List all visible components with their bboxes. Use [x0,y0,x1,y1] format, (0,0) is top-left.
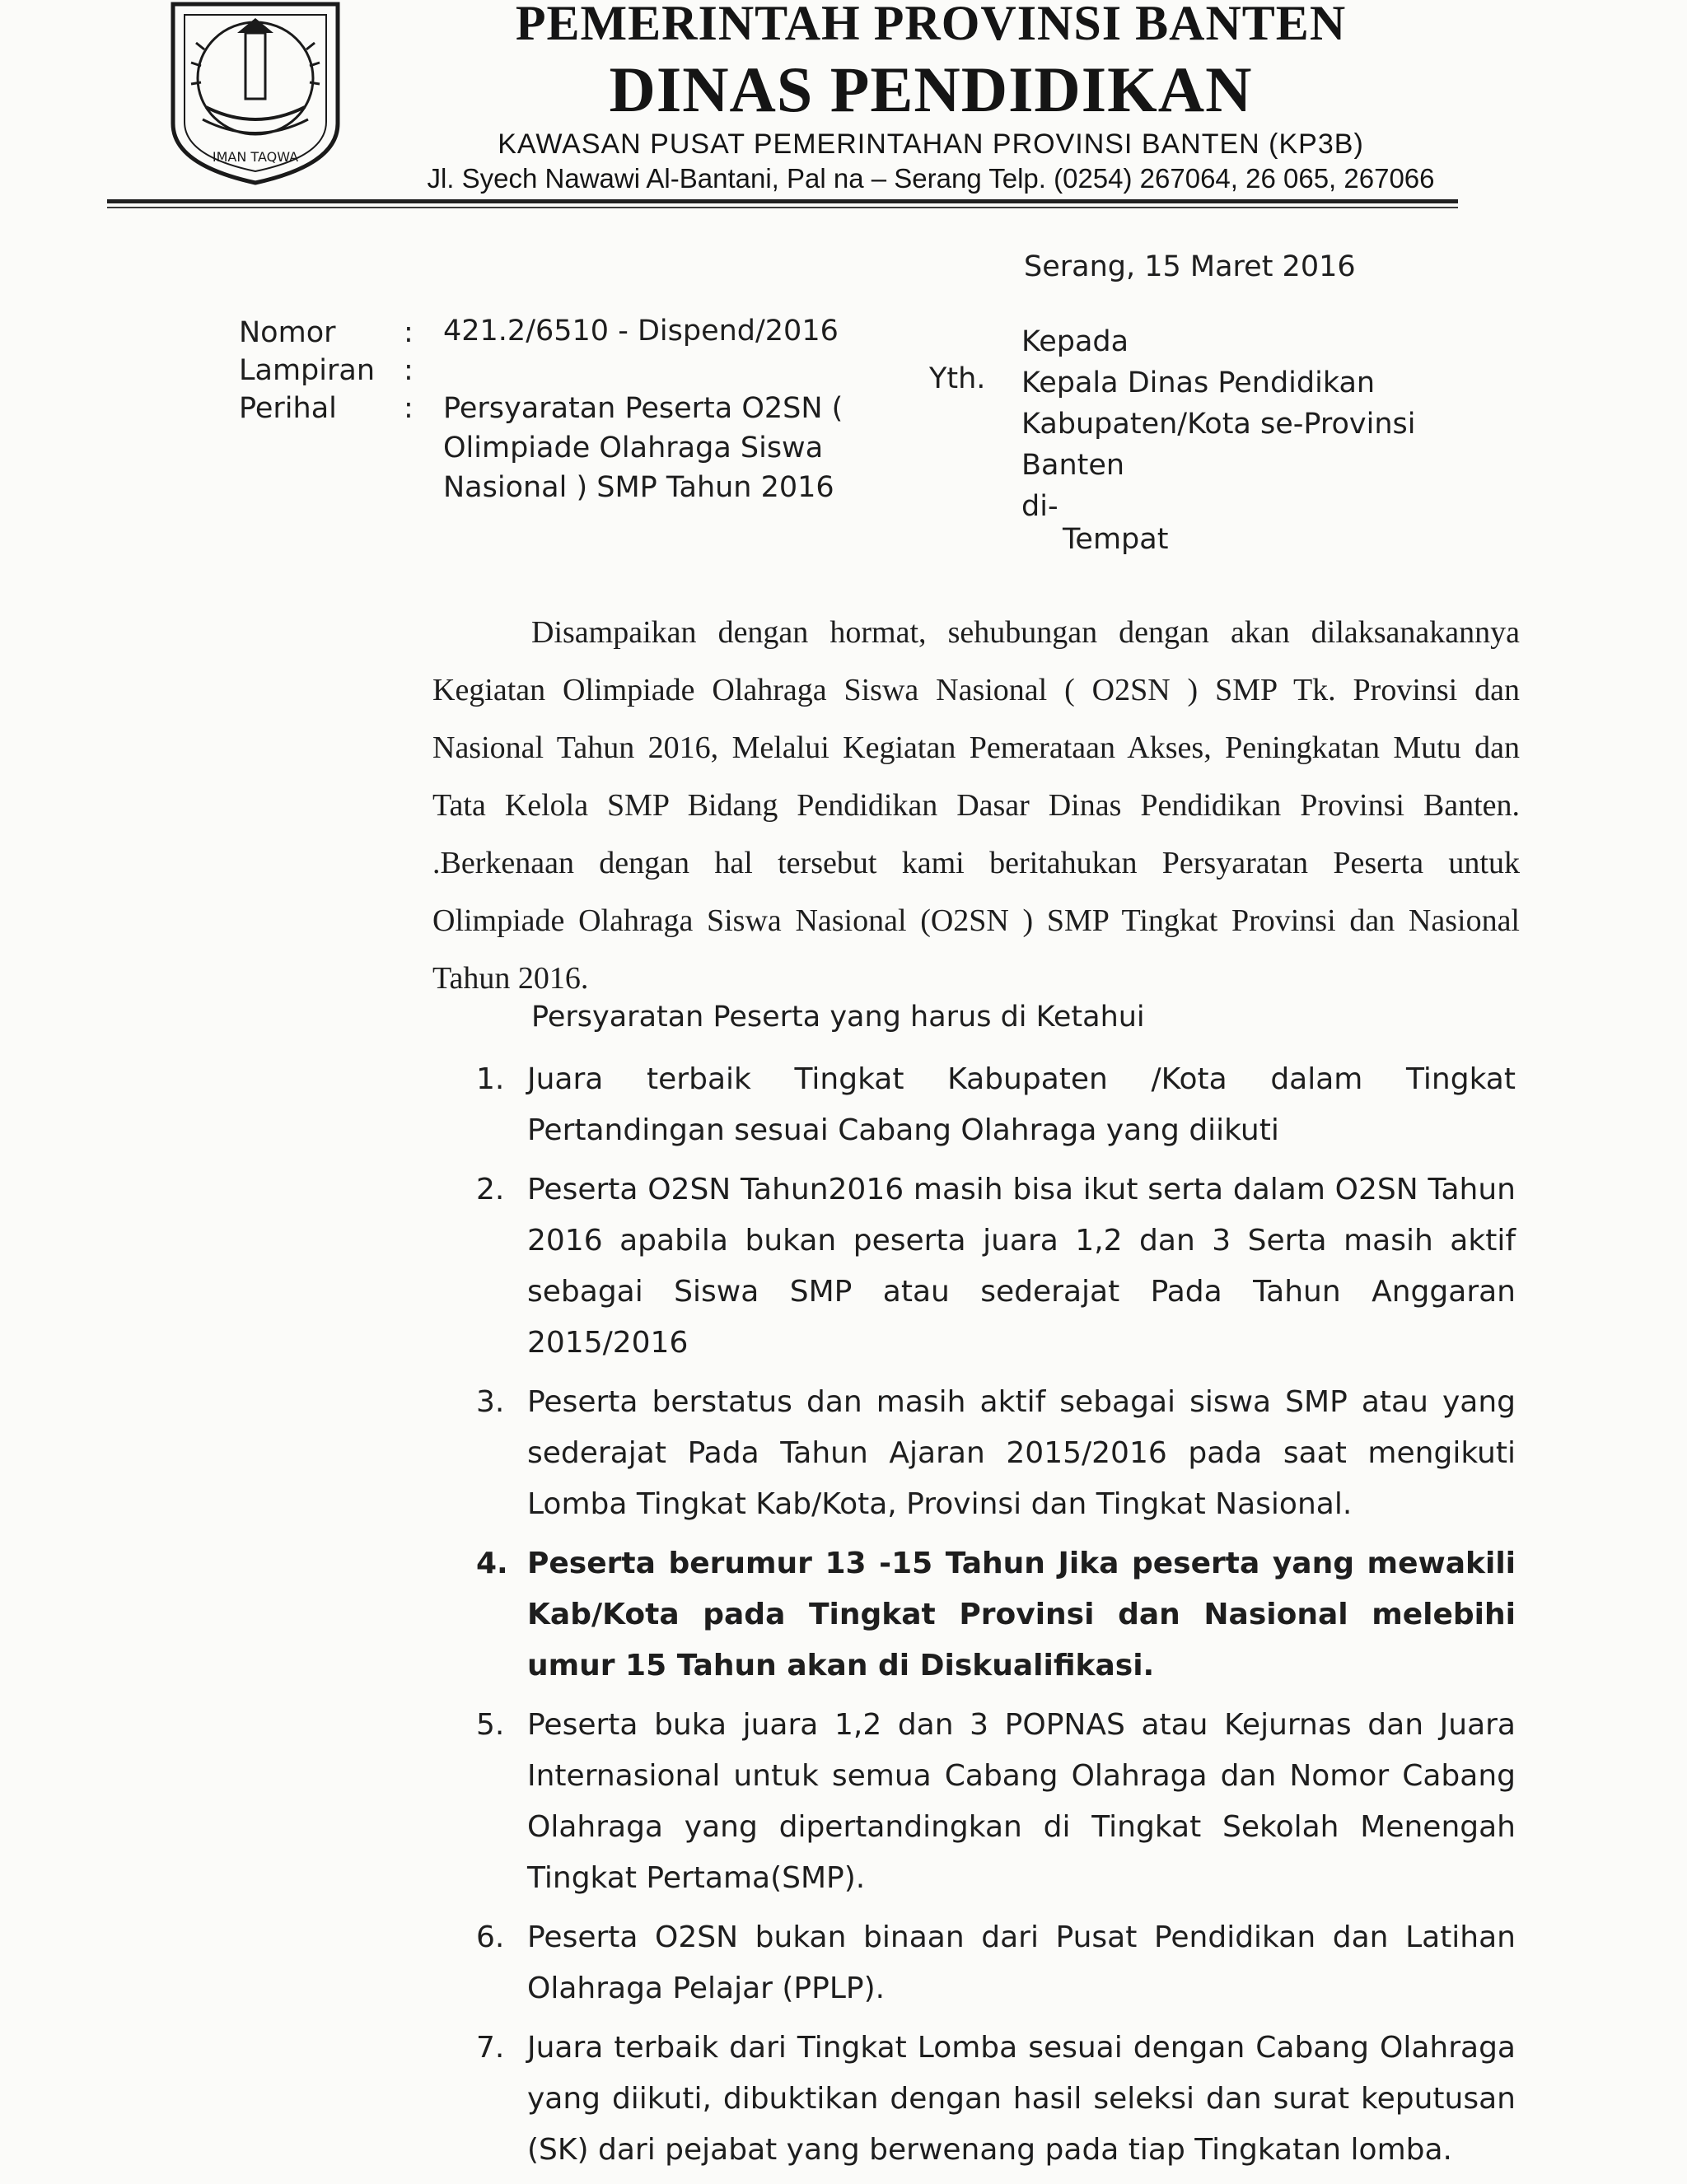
meta-colon: : [404,392,414,425]
letter-date: Serang, 15 Maret 2016 [1024,250,1356,283]
meta-label-perihal: Perihal [239,392,337,425]
list-item: 5. Peserta buka juara 1,2 dan 3 POPNAS atau Kejurnas dan Juara Internasional untuk semua Cabang Olahraga dan Nomor Cabang Olahraga yang dipertandingkan di Tingkat Sekolah Menengah Tingkat Pertama(SMP). [476,1708,1516,1895]
recipient-line: Kabupaten/Kota se-Provinsi [1021,408,1416,441]
requirements-intro: Persyaratan Peserta yang harus di Ketahui [531,1001,1145,1034]
recipient-line: Banten [1021,449,1125,482]
body-paragraph: Disampaikan dengan hormat, sehubungan dengan akan dilaksanakannya Kegiatan Olimpiade Olahraga Siswa Nasional ( O2SN ) SMP Tk. Provinsi dan Nasional Tahun 2016, Melalui Kegiatan Pemerataan Akses, Peningkatan Mutu dan Tata Kelola SMP Bidang Pendidikan Dasar Dinas Pendidikan Provinsi Banten. .Berkenaan dengan hal tersebut kami beritahukan Persyaratan Peserta untuk Olimpiade Olahraga Siswa Nasional (O2SN ) SMP Tingkat Provinsi dan Nasional Tahun 2016. [432,615,1520,996]
requirements-list [461,1054,1516,2184]
list-item: 7. Juara terbaik dari Tingkat Lomba sesuai dengan Cabang Olahraga yang diikuti, dibuktikan dengan hasil seleksi dan surat keputusan (SK) dari pejabat yang berwenang pada tiap Tingkatan lomba. [476,2031,1516,2167]
recipient-tempat: Tempat [1063,523,1169,556]
letterhead-rule-thick [107,199,1458,203]
list-item: 6. Peserta O2SN bukan binaan dari Pusat Pendidikan dan Latihan Olahraga Pelajar (PPLP). [476,1920,1516,2005]
office-address: Jl. Syech Nawawi Al-Bantani, Pal na – Serang Telp. (0254) 267064, 26 065, 267066 [427,163,1435,194]
meta-colon: : [404,354,414,387]
government-name: PEMERINTAH PROVINSI BANTEN [515,0,1347,50]
letterhead-rule-thin [107,207,1458,208]
recipient-line: di- [1021,490,1058,523]
list-item: 2. Peserta O2SN Tahun2016 masih bisa ikut serta dalam O2SN Tahun 2016 apabila bukan peserta juara 1,2 dan 3 Serta masih aktif sebagai Siswa SMP atau sederajat Pada Tahun Anggaran 2015/2016 [476,1173,1516,1360]
meta-label-nomor: Nomor [239,316,336,349]
list-item: 4. Peserta berumur 13 -15 Tahun Jika peserta yang mewakili Kab/Kota pada Tingkat Provinsi dan Nasional melebihi umur 15 Tahun akan di Diskualifikasi. [476,1547,1516,1682]
meta-colon: : [404,316,414,349]
seal-motto-text: IMAN TAQWA [212,149,299,165]
provincial-seal-logo [148,0,362,189]
recipient-kepada: Kepada [1021,325,1129,358]
list-item: 3. Peserta berstatus dan masih aktif sebagai siswa SMP atau yang sederajat Pada Tahun Ajaran 2015/2016 pada saat mengikuti Lomba Tingkat Kab/Kota, Provinsi dan Tingkat Nasional. [476,1385,1516,1521]
office-area: KAWASAN PUSAT PEMERINTAHAN PROVINSI BANTEN (KP3B) [498,128,1364,160]
meta-value-perihal: Persyaratan Peserta O2SN ( Olimpiade Olahraga Siswa Nasional ) SMP Tahun 2016 [443,392,844,504]
meta-value-nomor: 421.2/6510 - Dispend/2016 [443,315,839,348]
meta-label-lampiran: Lampiran [239,354,376,387]
recipient-line: Kepala Dinas Pendidikan [1021,366,1376,399]
recipient-yth: Yth. [929,362,986,395]
list-item: 1. Juara terbaik Tingkat Kabupaten /Kota dalam Tingkat Pertandingan sesuai Cabang Olahraga yang diikuti [476,1062,1516,1147]
department-name: DINAS PENDIDIKAN [609,54,1253,125]
